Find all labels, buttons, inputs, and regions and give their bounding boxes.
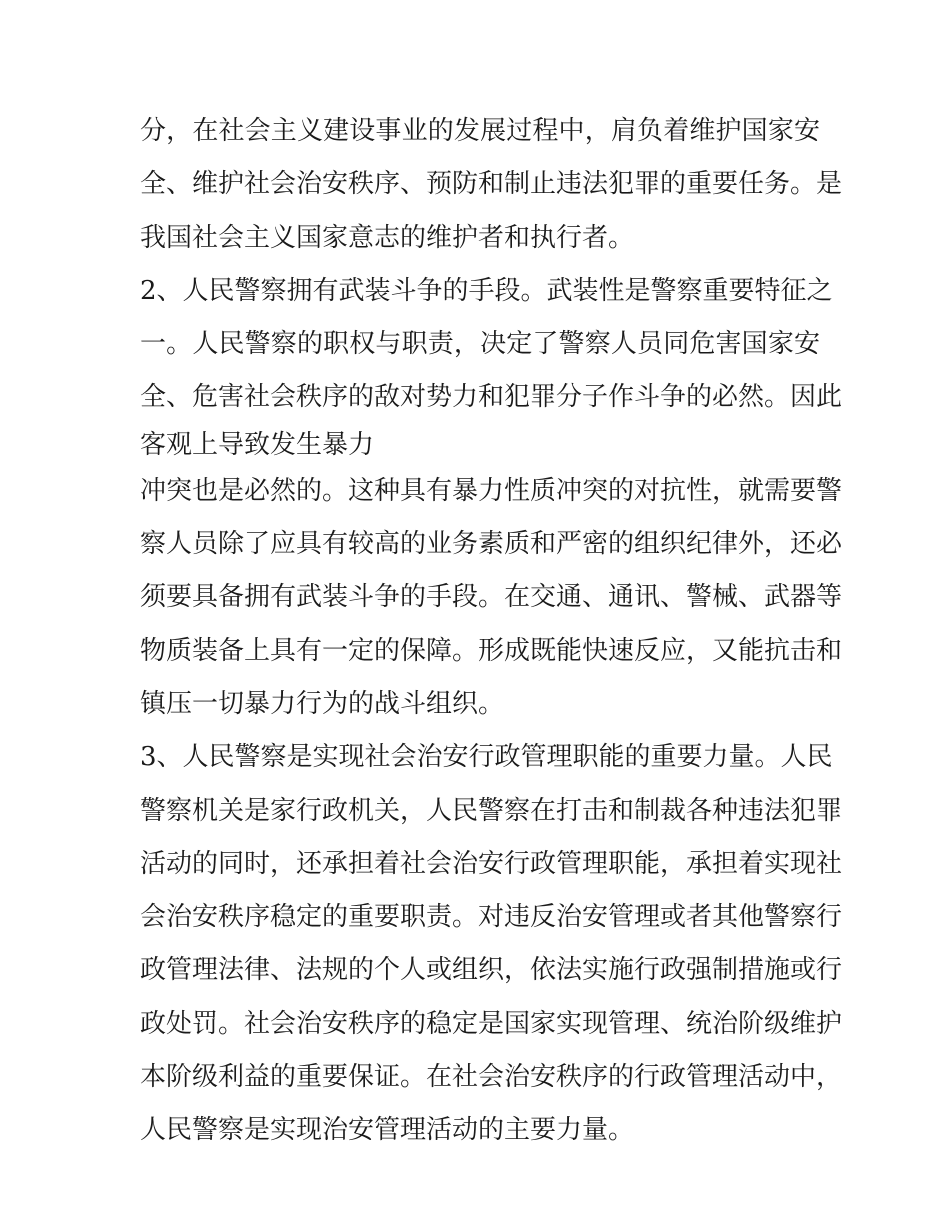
text-line-9: 察人员除了应具有较高的业务素质和严密的组织纪律外，还必	[140, 529, 843, 560]
text-line-20: 人民警察是实现治安管理活动的主要力量。	[140, 1115, 635, 1146]
text-line-8: 冲突也是必然的。这种具有暴力性质冲突的对抗性，就需要警	[140, 475, 843, 506]
text-line-7: 客观上导致发生暴力	[140, 429, 375, 460]
text-line-11: 物质装备上具有一定的保障。形成既能快速反应，又能抗击和	[140, 635, 843, 666]
text-line-5: 一。人民警察的职权与职责，决定了警察人员同危害国家安	[140, 329, 820, 360]
text-line-2: 全、维护社会治安秩序、预防和制止违法犯罪的重要任务。是	[140, 169, 843, 200]
text-line-4: 2、人民警察拥有武装斗争的手段。武装性是警察重要特征之	[140, 275, 833, 306]
body-text	[140, 105, 843, 1158]
text-line-15: 活动的同时，还承担着社会治安行政管理职能，承担着实现社	[140, 848, 843, 879]
text-line-12: 镇压一切暴力行为的战斗组织。	[140, 688, 505, 719]
text-line-17: 政管理法律、法规的个人或组织，依法实施行政强制措施或行	[140, 955, 843, 986]
text-line-3: 我国社会主义国家意志的维护者和执行者。	[140, 222, 635, 253]
text-line-14: 警察机关是家行政机关，人民警察在打击和制裁各种违法犯罪	[140, 795, 843, 826]
text-line-6: 全、危害社会秩序的敌对势力和犯罪分子作斗争的必然。因此	[140, 382, 843, 413]
text-line-10: 须要具备拥有武装斗争的手段。在交通、通讯、警械、武器等	[140, 582, 843, 613]
text-line-16: 会治安秩序稳定的重要职责。对违反治安管理或者其他警察行	[140, 902, 843, 933]
text-line-13: 3、人民警察是实现社会治安行政管理职能的重要力量。人民	[140, 742, 833, 773]
text-line-18: 政处罚。社会治安秩序的稳定是国家实现管理、统治阶级维护	[140, 1008, 843, 1039]
text-line-1: 分，在社会主义建设事业的发展过程中，肩负着维护国家安	[140, 116, 820, 146]
text-line-19: 本阶级利益的重要保证。在社会治安秩序的行政管理活动中，	[140, 1062, 843, 1093]
